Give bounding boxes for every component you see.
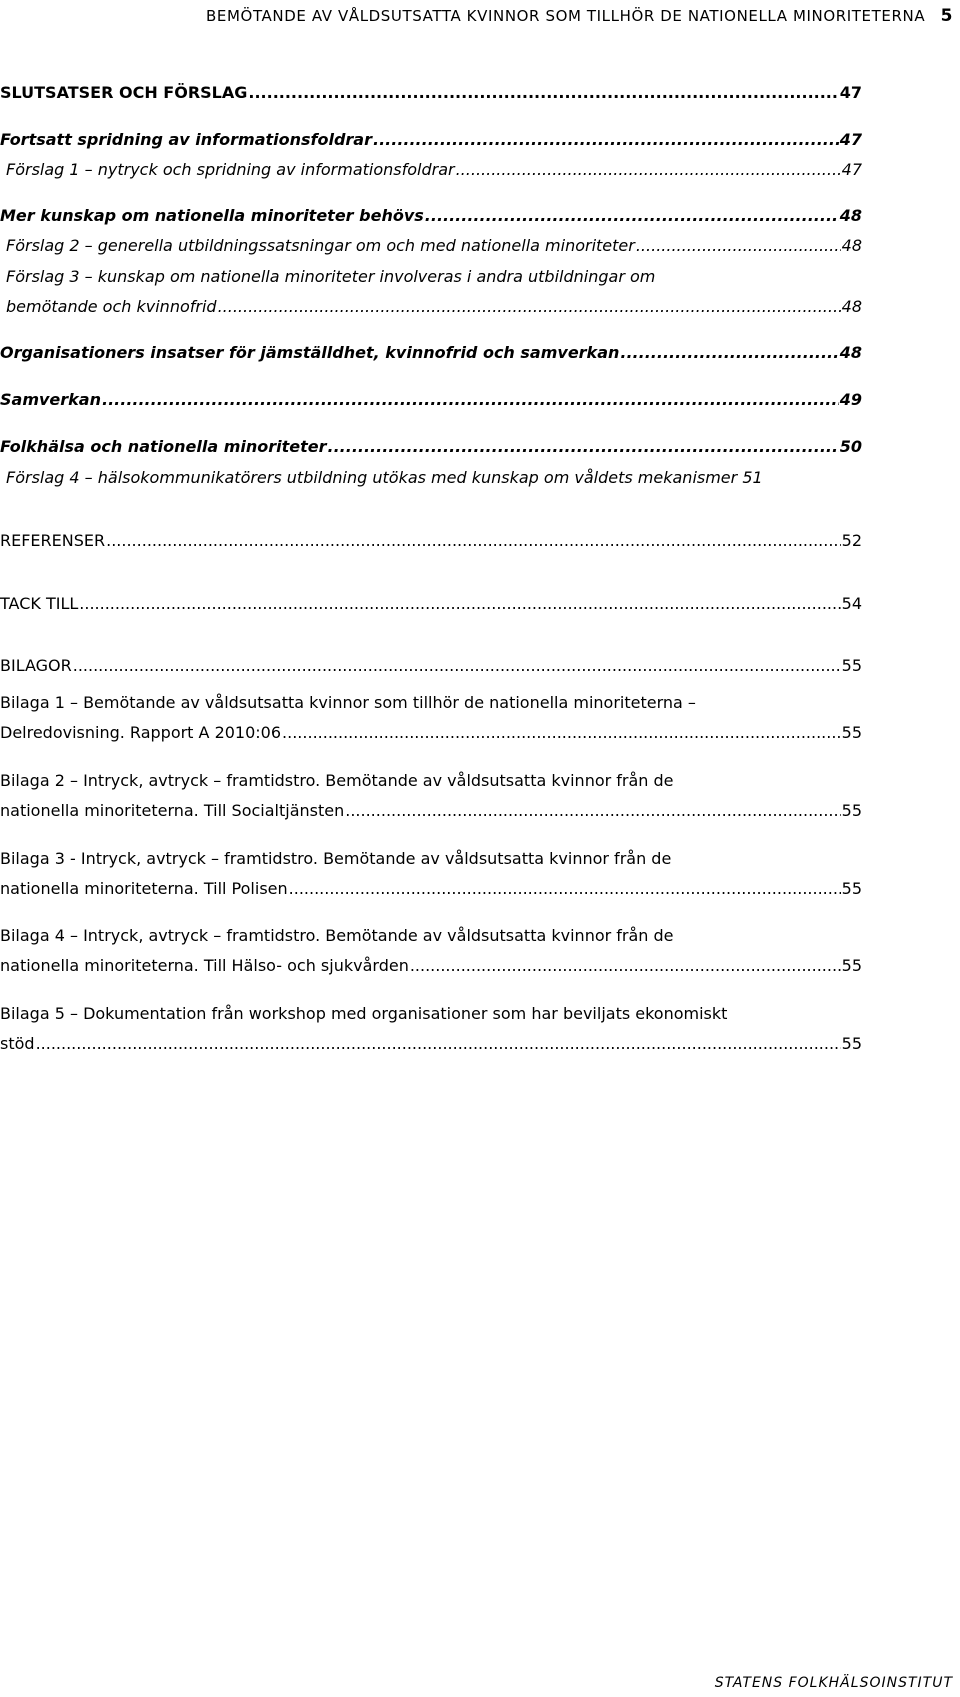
- toc-entry-text-line2: Delredovisning. Rapport A 2010:06: [0, 723, 282, 742]
- running-header: [206, 6, 953, 26]
- toc-entry-page: 48: [841, 297, 862, 316]
- toc-entry-page: 47: [839, 83, 862, 102]
- toc-entry-text-line2: bemötande och kvinnofrid: [6, 297, 217, 316]
- toc-entry-page: 55: [841, 956, 862, 975]
- toc-entry-text: Förslag 4 – hälsokommunikatörers utbildning utökas med kunskap om våldets mekanismer: [6, 468, 738, 487]
- toc-leader-dots: [620, 342, 838, 364]
- toc-entry-text: Organisationers insatser för jämställdhet, kvinnofrid och samverkan: [0, 343, 620, 362]
- toc-entry-page: 55: [841, 801, 862, 820]
- toc-entry-text: REFERENSER: [0, 531, 106, 550]
- toc-entry-page: 47: [839, 130, 862, 149]
- toc-entry-forslag-2[interactable]: [6, 235, 862, 257]
- toc-entry-page: 55: [841, 723, 862, 742]
- toc-leader-dots: [328, 436, 839, 458]
- toc-entry-text-line2: nationella minoriteterna. Till Hälso- och sjukvården: [0, 956, 409, 975]
- toc-entry-text: BILAGOR: [0, 656, 72, 675]
- toc-entry-page: 54: [841, 594, 862, 613]
- toc-entry-text-line2: nationella minoriteterna. Till Polisen: [0, 879, 288, 898]
- toc-leader-dots: [636, 235, 841, 257]
- toc-entry-text-line1: Bilaga 1 – Bemötande av våldsutsatta kvinnor som tillhör de nationella minoriteterna –: [0, 693, 696, 712]
- toc-entry-page: 55: [841, 656, 862, 675]
- toc-leader-dots: [79, 593, 840, 615]
- toc-entry-bilaga-2[interactable]: [0, 770, 862, 830]
- toc-entry-text-line2: stöd: [0, 1034, 35, 1053]
- toc-leader-dots: [106, 530, 841, 552]
- toc-entry-text: Mer kunskap om nationella minoriteter behövs: [0, 206, 424, 225]
- running-footer: STATENS FOLKHÄLSOINSTITUT: [714, 1675, 953, 1691]
- toc-entry-text: SLUTSATSER OCH FÖRSLAG: [0, 83, 248, 102]
- toc-entry-folkhalsa[interactable]: [0, 436, 862, 458]
- toc-entry-text-line1: Bilaga 5 – Dokumentation från workshop med organisationer som har beviljats ekonomiskt: [0, 1004, 728, 1023]
- toc-entry-forslag-3[interactable]: [6, 266, 862, 322]
- toc-leader-dots: [248, 82, 838, 104]
- toc-leader-dots: [218, 296, 841, 318]
- toc-entry-forslag-4[interactable]: [6, 467, 862, 489]
- toc-entry-slutsatser[interactable]: [0, 82, 862, 104]
- toc-entry-bilaga-4[interactable]: [0, 925, 862, 985]
- toc-entry-text: Förslag 1 – nytryck och spridning av informationsfoldrar: [6, 160, 455, 179]
- toc-entry-tack-till[interactable]: [0, 593, 862, 615]
- toc-entry-page: 48: [841, 236, 862, 255]
- toc-leader-dots: [73, 655, 841, 677]
- toc-leader-dots: [345, 800, 840, 822]
- toc-entry-text: Samverkan: [0, 390, 101, 409]
- toc-entry-page: 51: [742, 468, 763, 487]
- toc-leader-dots: [456, 159, 841, 181]
- toc-entry-text-line1: Bilaga 2 – Intryck, avtryck – framtidstro. Bemötande av våldsutsatta kvinnor från de: [0, 771, 674, 790]
- toc-entry-text: TACK TILL: [0, 594, 79, 613]
- toc-entry-text: Förslag 2 – generella utbildningssatsningar om och med nationella minoriteter: [6, 236, 635, 255]
- toc-entry-referenser[interactable]: [0, 530, 862, 552]
- toc-entry-page: 48: [839, 343, 862, 362]
- toc-entry-page: 55: [841, 879, 862, 898]
- toc-entry-bilaga-3[interactable]: [0, 848, 862, 908]
- toc-leader-dots: [425, 205, 839, 227]
- toc-entry-page: 47: [841, 160, 862, 179]
- toc-entry-text: Fortsatt spridning av informationsfoldrar: [0, 130, 372, 149]
- toc-entry-forslag-1[interactable]: [6, 159, 862, 181]
- toc-entry-organisationers-insatser[interactable]: [0, 342, 862, 364]
- toc-entry-page: 55: [841, 1034, 862, 1053]
- toc-leader-dots: [102, 389, 839, 411]
- toc-leader-dots: [289, 878, 841, 900]
- toc-entry-text-line1: Bilaga 4 – Intryck, avtryck – framtidstro. Bemötande av våldsutsatta kvinnor från de: [0, 926, 674, 945]
- toc-entry-text-line2: nationella minoriteterna. Till Socialtjänsten: [0, 801, 345, 820]
- toc-entry-bilaga-5[interactable]: [0, 1003, 862, 1063]
- toc-entry-fortsatt-spridning[interactable]: [0, 129, 862, 151]
- toc-entry-text-line1: Bilaga 3 - Intryck, avtryck – framtidstro. Bemötande av våldsutsatta kvinnor från de: [0, 849, 672, 868]
- toc-leader-dots: [373, 129, 839, 151]
- page-number: 5: [940, 6, 953, 26]
- toc-leader-dots: [410, 955, 841, 977]
- toc-entry-bilaga-1[interactable]: [0, 692, 862, 752]
- toc-entry-text: Folkhälsa och nationella minoriteter: [0, 437, 327, 456]
- toc-entry-mer-kunskap[interactable]: [0, 205, 862, 227]
- toc-entry-page: 48: [839, 206, 862, 225]
- toc-entry-page: 49: [839, 390, 862, 409]
- toc-entry-page: 52: [841, 531, 862, 550]
- toc-entry-samverkan[interactable]: [0, 389, 862, 411]
- toc-leader-dots: [282, 722, 841, 744]
- header-title: BEMÖTANDE AV VÅLDSUTSATTA KVINNOR SOM TILLHÖR DE NATIONELLA MINORITETERNA: [206, 7, 926, 25]
- toc-entry-page: 50: [839, 437, 862, 456]
- toc-leader-dots: [36, 1033, 841, 1055]
- toc-entry-bilagor[interactable]: [0, 655, 862, 677]
- toc-entry-text-line1: Förslag 3 – kunskap om nationella minoriteter involveras i andra utbildningar om: [6, 267, 656, 286]
